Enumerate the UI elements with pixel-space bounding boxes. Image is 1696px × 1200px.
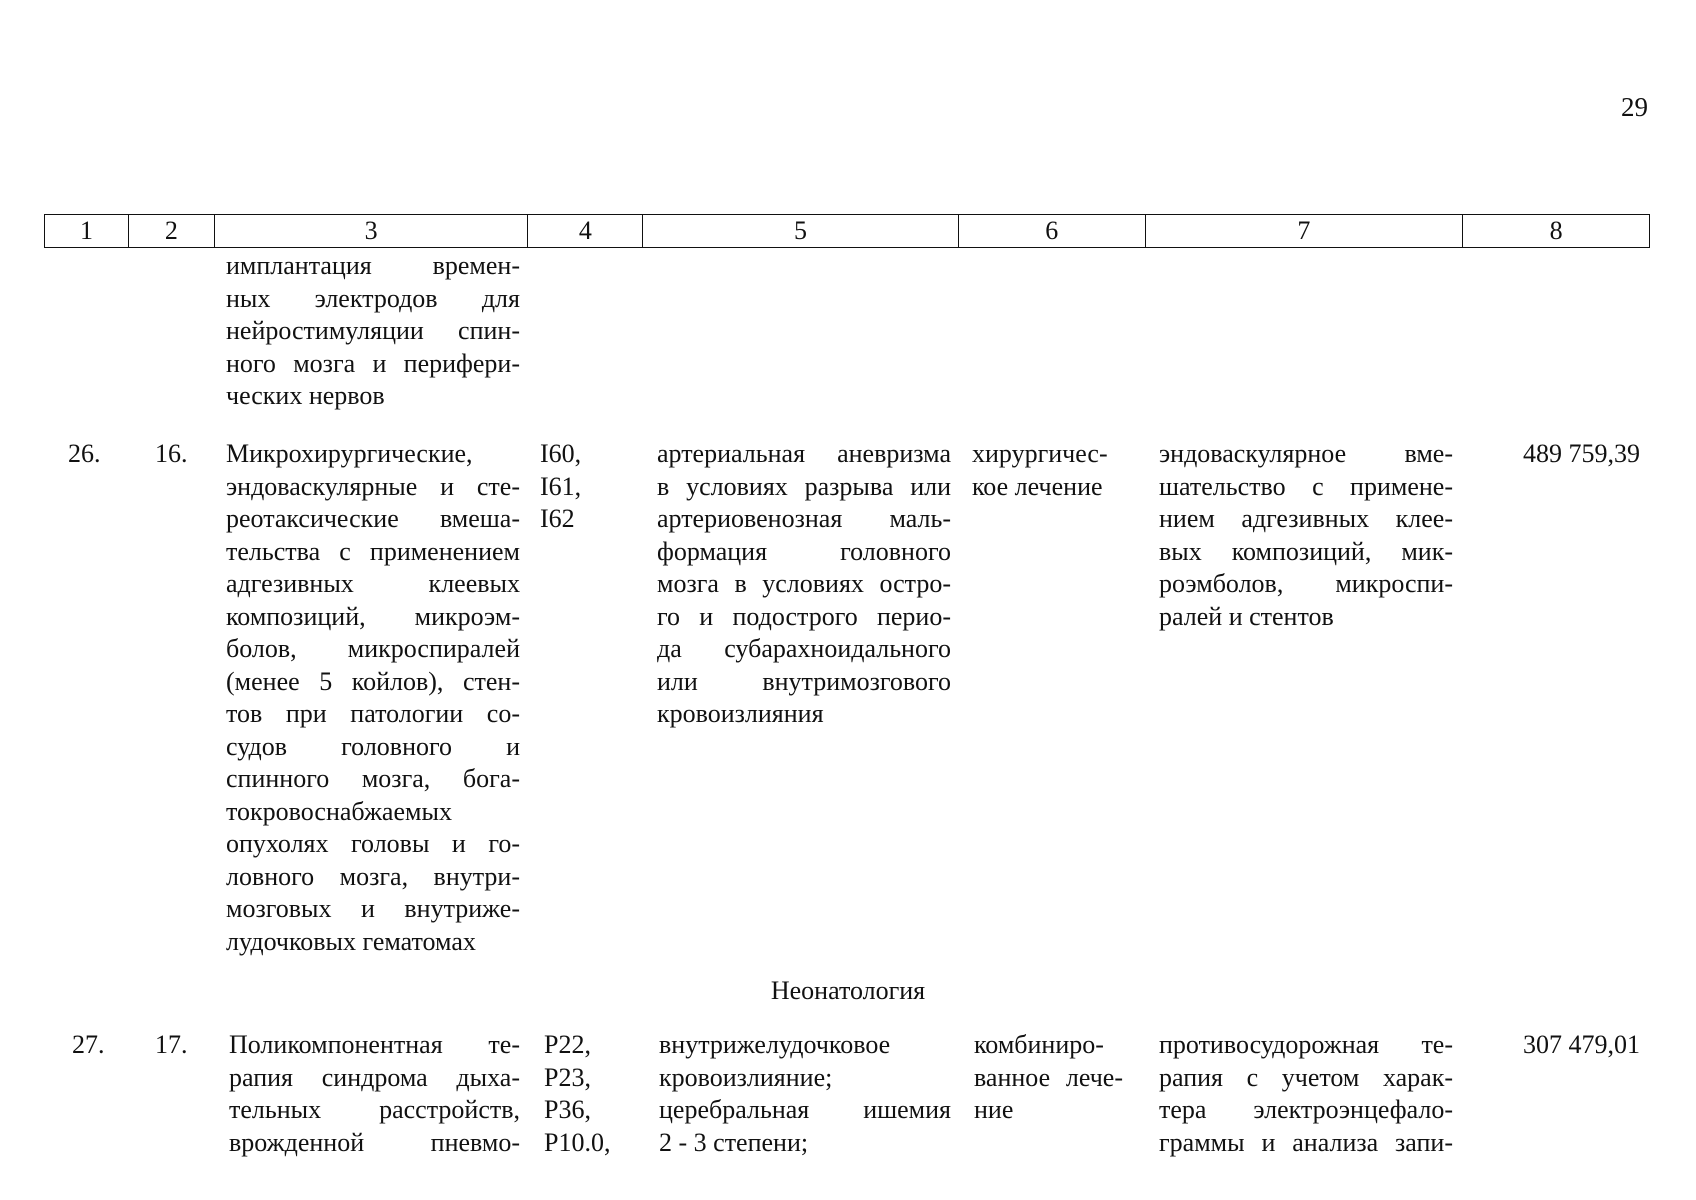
icd-codes: [540, 438, 581, 536]
text-line: формация головного: [657, 536, 951, 566]
text-line: опухолях головы и го-: [226, 829, 520, 858]
text-line: в условиях разрыва или: [657, 471, 951, 501]
text-line: ванное лече-: [974, 1062, 1123, 1092]
text-line: реотаксические вмеша-: [226, 504, 520, 533]
text-line: тера электроэнцефало-: [1159, 1095, 1453, 1124]
treatment-method: [1159, 438, 1453, 633]
group-number: 17.: [155, 1030, 188, 1059]
text-line: ного мозга и перифери-: [226, 348, 520, 378]
text-line: роэмболов, микроспи-: [1159, 569, 1453, 598]
text-line: рапия синдрома дыха-: [229, 1062, 520, 1092]
text-line: эндоваскулярные и сте-: [226, 471, 520, 501]
text-line: имплантация времен-: [226, 251, 520, 280]
text-line: эндоваскулярное вме-: [1159, 439, 1453, 468]
treatment-description: [226, 438, 520, 958]
treatment-type: [974, 1029, 1123, 1127]
table-header-row: [44, 214, 1650, 248]
text-line: тельных расстройств,: [229, 1095, 520, 1124]
cost-value: 307 479,01: [1523, 1030, 1640, 1059]
text-line: судов головного и: [226, 731, 520, 761]
text-line: ние: [974, 1095, 1014, 1124]
text-line: да субарахноидального: [657, 634, 951, 663]
header-col-4: 4: [528, 215, 643, 247]
text-line: P23,: [544, 1062, 591, 1092]
text-line: внутрижелудочковое: [659, 1030, 891, 1059]
text-line: P22,: [544, 1030, 591, 1059]
header-col-7: 7: [1146, 215, 1464, 247]
header-col-8: 8: [1549, 216, 1563, 245]
row-number: 27.: [72, 1030, 105, 1059]
text-line: токровоснабжаемых: [226, 796, 452, 826]
text-line: хирургичес-: [972, 439, 1108, 468]
icd-codes: [544, 1029, 610, 1159]
text-line: тельства с применением: [226, 536, 520, 566]
text-line: вых композиций, мик-: [1159, 536, 1453, 566]
patient-model: [657, 438, 951, 731]
text-line: рапия с учетом харак-: [1159, 1062, 1453, 1092]
text-line: P36,: [544, 1095, 591, 1124]
text-line: ческих нервов: [226, 381, 385, 410]
text-line: кое лечение: [972, 471, 1103, 501]
text-line: врожденной пневмо-: [229, 1127, 520, 1157]
cost-value: 489 759,39: [1523, 439, 1640, 468]
text-line: или внутримозгового: [657, 666, 951, 696]
text-line: нейростимуляции спин-: [226, 316, 520, 345]
text-line: граммы и анализа запи-: [1159, 1127, 1453, 1157]
treatment-description: [229, 1029, 520, 1159]
text-line: мозговых и внутриже-: [226, 894, 520, 923]
text-line: противосудорожная те-: [1159, 1030, 1453, 1059]
text-line: нием адгезивных клее-: [1159, 504, 1453, 533]
text-line: P10.0,: [544, 1127, 611, 1157]
text-line: Микрохирургические,: [226, 439, 473, 468]
text-line: I62: [540, 504, 575, 533]
text-line: I61,: [540, 471, 582, 501]
text-line: ралей и стентов: [1159, 601, 1334, 631]
text-line: лудочковых гематомах: [226, 926, 476, 956]
continuation-col3: [226, 250, 520, 413]
treatment-type: [972, 438, 1108, 503]
header-col-6: 6: [959, 215, 1146, 247]
text-line: композиций, микроэм-: [226, 601, 520, 631]
text-line: церебральная ишемия: [659, 1095, 951, 1124]
header-col-1: 1: [45, 215, 129, 247]
header-col-2: 2: [129, 215, 215, 247]
page-number: 29: [1621, 92, 1648, 122]
text-line: артериовенозная маль-: [657, 504, 951, 533]
text-line: Поликомпонентная те-: [229, 1030, 520, 1059]
group-number: 16.: [155, 439, 188, 468]
text-line: артериальная аневризма: [657, 439, 951, 468]
treatment-method: [1159, 1029, 1453, 1159]
header-col-3: 3: [215, 215, 529, 247]
patient-model: [659, 1029, 951, 1159]
text-line: кровоизлияния: [657, 699, 824, 728]
text-line: комбиниро-: [974, 1030, 1104, 1059]
text-line: (менее 5 койлов), стен-: [226, 666, 520, 696]
text-line: спинного мозга, бога-: [226, 764, 520, 793]
text-line: тов при патологии со-: [226, 699, 520, 728]
header-col-5: 5: [643, 215, 959, 247]
text-line: 2 - 3 степени;: [659, 1127, 809, 1157]
row-number: 26.: [68, 439, 101, 468]
text-line: I60,: [540, 439, 582, 468]
text-line: ловного мозга, внутри-: [226, 861, 520, 891]
text-line: мозга в условиях остро-: [657, 569, 951, 598]
section-title: Неонатология: [770, 976, 926, 1005]
text-line: ных электродов для: [226, 283, 520, 313]
text-line: кровоизлияние;: [659, 1062, 833, 1092]
text-line: адгезивных клеевых: [226, 569, 520, 598]
text-line: болов, микроспиралей: [226, 634, 520, 663]
text-line: го и подострого перио-: [657, 601, 951, 631]
text-line: шательство с примене-: [1159, 471, 1453, 501]
